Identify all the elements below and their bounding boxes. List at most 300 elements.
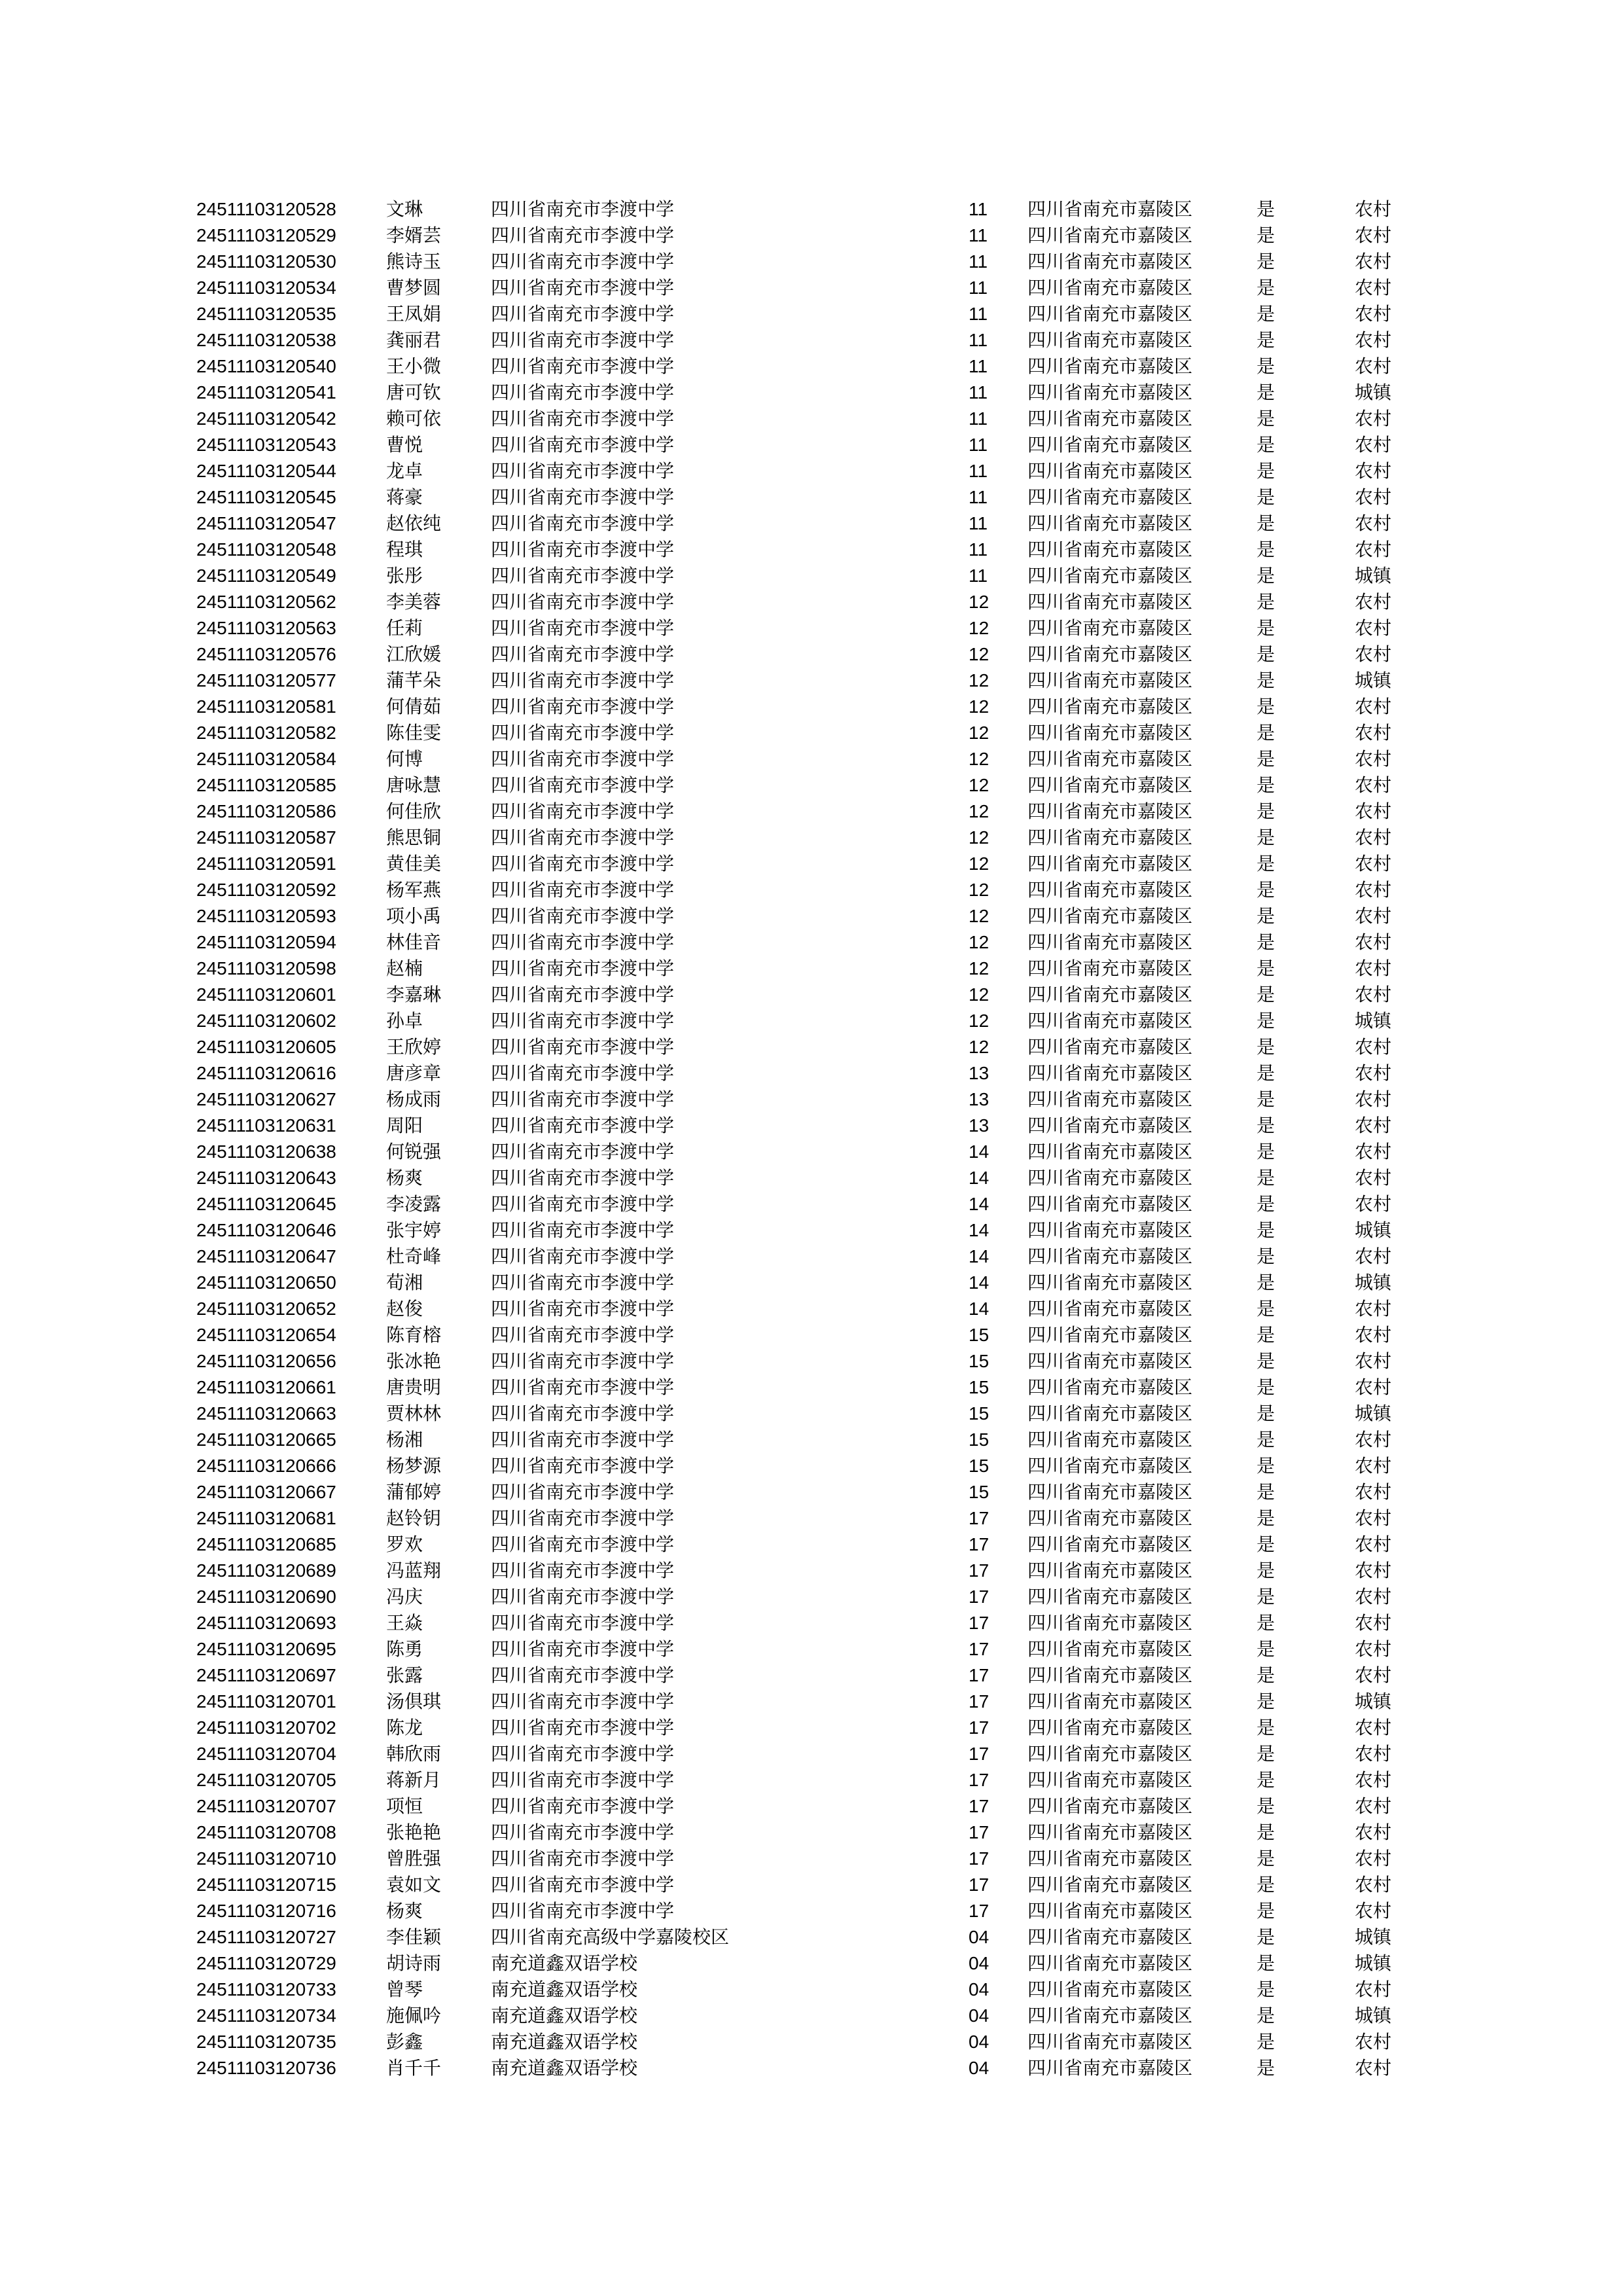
table-row xyxy=(196,1401,1427,1427)
student-name: 李婿芸 xyxy=(386,224,442,246)
eligibility-flag: 是 xyxy=(1257,670,1275,691)
student-name: 龚丽君 xyxy=(386,329,442,351)
class-number: 12 xyxy=(969,827,990,848)
student-name: 王凤娟 xyxy=(386,303,442,325)
student-name: 熊诗玉 xyxy=(386,251,442,272)
student-name: 蒋新月 xyxy=(386,1769,442,1791)
school-name: 四川省南充市李渡中学 xyxy=(491,774,675,796)
table-row xyxy=(196,511,1427,537)
class-number: 11 xyxy=(969,513,988,533)
table-row xyxy=(196,1270,1427,1296)
student-name: 何博 xyxy=(386,748,423,770)
candidate-id: 24511103120710 xyxy=(196,1848,336,1869)
table-row xyxy=(196,1898,1427,1924)
school-name: 四川省南充市李渡中学 xyxy=(491,1219,675,1241)
eligibility-flag: 是 xyxy=(1257,1167,1275,1189)
school-name: 南充道鑫双语学校 xyxy=(491,2005,638,2026)
student-name: 蒲芊朵 xyxy=(386,670,442,691)
school-name: 四川省南充市李渡中学 xyxy=(491,1088,675,1110)
candidate-id: 24511103120528 xyxy=(196,199,336,219)
eligibility-flag: 是 xyxy=(1257,1769,1275,1791)
candidate-id: 24511103120693 xyxy=(196,1613,336,1633)
eligibility-flag: 是 xyxy=(1257,905,1275,927)
region: 四川省南充市嘉陵区 xyxy=(1027,355,1193,377)
table-row xyxy=(196,1846,1427,1872)
student-name: 赖可依 xyxy=(386,408,442,429)
student-name: 王小微 xyxy=(386,355,442,377)
school-name: 南充道鑫双语学校 xyxy=(491,1952,638,1974)
residence-type: 农村 xyxy=(1355,931,1392,953)
residence-type: 农村 xyxy=(1355,224,1392,246)
candidate-id: 24511103120734 xyxy=(196,2005,336,2026)
school-name: 四川省南充市李渡中学 xyxy=(491,879,675,901)
eligibility-flag: 是 xyxy=(1257,1507,1275,1529)
table-row xyxy=(196,1191,1427,1217)
class-number: 17 xyxy=(969,1744,990,1764)
region: 四川省南充市嘉陵区 xyxy=(1027,277,1193,298)
candidate-id: 24511103120729 xyxy=(196,1953,336,1973)
residence-type: 城镇 xyxy=(1355,382,1392,403)
table-row xyxy=(196,196,1427,223)
region: 四川省南充市嘉陵区 xyxy=(1027,1010,1193,1031)
class-number: 15 xyxy=(969,1429,990,1450)
student-name: 曾胜强 xyxy=(386,1848,442,1869)
candidate-id: 24511103120733 xyxy=(196,1979,336,2000)
student-name: 罗欢 xyxy=(386,1534,423,1555)
class-number: 11 xyxy=(969,565,988,586)
student-name: 胡诗雨 xyxy=(386,1952,442,1974)
region: 四川省南充市嘉陵区 xyxy=(1027,1795,1193,1817)
candidate-id: 24511103120690 xyxy=(196,1587,336,1607)
class-number: 11 xyxy=(969,330,988,350)
student-name: 冯庆 xyxy=(386,1586,423,1607)
student-name: 唐可钦 xyxy=(386,382,442,403)
class-number: 11 xyxy=(969,408,988,429)
table-row xyxy=(196,1715,1427,1741)
region: 四川省南充市嘉陵区 xyxy=(1027,408,1193,429)
eligibility-flag: 是 xyxy=(1257,565,1275,586)
school-name: 四川省南充市李渡中学 xyxy=(491,1376,675,1398)
student-name: 赵楠 xyxy=(386,958,423,979)
eligibility-flag: 是 xyxy=(1257,748,1275,770)
table-row xyxy=(196,1348,1427,1374)
residence-type: 农村 xyxy=(1355,1324,1392,1346)
region: 四川省南充市嘉陵区 xyxy=(1027,1586,1193,1607)
residence-type: 农村 xyxy=(1355,408,1392,429)
table-row xyxy=(196,1767,1427,1793)
residence-type: 农村 xyxy=(1355,879,1392,901)
eligibility-flag: 是 xyxy=(1257,643,1275,665)
candidate-id: 24511103120587 xyxy=(196,827,336,848)
student-list-table xyxy=(196,196,1427,2081)
school-name: 四川省南充市李渡中学 xyxy=(491,539,675,560)
region: 四川省南充市嘉陵区 xyxy=(1027,1350,1193,1372)
residence-type: 农村 xyxy=(1355,2057,1392,2079)
region: 四川省南充市嘉陵区 xyxy=(1027,539,1193,560)
residence-type: 农村 xyxy=(1355,355,1392,377)
student-name: 蒲郁婷 xyxy=(386,1481,442,1503)
candidate-id: 24511103120654 xyxy=(196,1325,336,1345)
school-name: 四川省南充市李渡中学 xyxy=(491,827,675,848)
eligibility-flag: 是 xyxy=(1257,1376,1275,1398)
school-name: 四川省南充市李渡中学 xyxy=(491,1141,675,1162)
residence-type: 农村 xyxy=(1355,696,1392,717)
region: 四川省南充市嘉陵区 xyxy=(1027,1560,1193,1581)
region: 四川省南充市嘉陵区 xyxy=(1027,2031,1193,2053)
class-number: 17 xyxy=(969,1639,990,1659)
residence-type: 农村 xyxy=(1355,1612,1392,1634)
school-name: 四川省南充市李渡中学 xyxy=(491,696,675,717)
student-name: 陈育榕 xyxy=(386,1324,442,1346)
class-number: 12 xyxy=(969,801,990,821)
table-row xyxy=(196,301,1427,327)
region: 四川省南充市嘉陵区 xyxy=(1027,224,1193,246)
region: 四川省南充市嘉陵区 xyxy=(1027,2057,1193,2079)
region: 四川省南充市嘉陵区 xyxy=(1027,1455,1193,1477)
eligibility-flag: 是 xyxy=(1257,1036,1275,1058)
eligibility-flag: 是 xyxy=(1257,617,1275,639)
school-name: 四川省南充市李渡中学 xyxy=(491,1586,675,1607)
region: 四川省南充市嘉陵区 xyxy=(1027,434,1193,456)
candidate-id: 24511103120736 xyxy=(196,2058,336,2078)
residence-type: 农村 xyxy=(1355,1376,1392,1398)
student-name: 赵铃钥 xyxy=(386,1507,442,1529)
candidate-id: 24511103120646 xyxy=(196,1220,336,1240)
eligibility-flag: 是 xyxy=(1257,355,1275,377)
residence-type: 农村 xyxy=(1355,1193,1392,1215)
candidate-id: 24511103120661 xyxy=(196,1377,336,1397)
residence-type: 农村 xyxy=(1355,434,1392,456)
region: 四川省南充市嘉陵区 xyxy=(1027,1691,1193,1712)
candidate-id: 24511103120656 xyxy=(196,1351,336,1371)
class-number: 12 xyxy=(969,749,990,769)
residence-type: 农村 xyxy=(1355,1429,1392,1450)
candidate-id: 24511103120576 xyxy=(196,644,336,664)
student-name: 杨爽 xyxy=(386,1900,423,1922)
residence-type: 农村 xyxy=(1355,1481,1392,1503)
candidate-id: 24511103120541 xyxy=(196,382,336,403)
class-number: 04 xyxy=(969,2032,990,2052)
eligibility-flag: 是 xyxy=(1257,984,1275,1005)
student-name: 袁如文 xyxy=(386,1874,442,1895)
candidate-id: 24511103120594 xyxy=(196,932,336,952)
candidate-id: 24511103120705 xyxy=(196,1770,336,1790)
candidate-id: 24511103120695 xyxy=(196,1639,336,1659)
table-row xyxy=(196,563,1427,589)
school-name: 四川省南充市李渡中学 xyxy=(491,800,675,822)
region: 四川省南充市嘉陵区 xyxy=(1027,1298,1193,1319)
table-row xyxy=(196,275,1427,301)
table-row xyxy=(196,1662,1427,1689)
table-row xyxy=(196,1113,1427,1139)
eligibility-flag: 是 xyxy=(1257,382,1275,403)
table-row xyxy=(196,1977,1427,2003)
region: 四川省南充市嘉陵区 xyxy=(1027,696,1193,717)
class-number: 15 xyxy=(969,1403,990,1424)
school-name: 四川省南充市李渡中学 xyxy=(491,512,675,534)
eligibility-flag: 是 xyxy=(1257,2005,1275,2026)
table-row xyxy=(196,1034,1427,1060)
class-number: 12 xyxy=(969,932,990,952)
class-number: 13 xyxy=(969,1089,990,1109)
table-row xyxy=(196,1086,1427,1113)
eligibility-flag: 是 xyxy=(1257,486,1275,508)
class-number: 17 xyxy=(969,1508,990,1528)
table-row xyxy=(196,929,1427,956)
class-number: 14 xyxy=(969,1299,990,1319)
table-row xyxy=(196,641,1427,668)
table-row xyxy=(196,484,1427,511)
student-name: 龙卓 xyxy=(386,460,423,482)
region: 四川省南充市嘉陵区 xyxy=(1027,879,1193,901)
school-name: 四川省南充市李渡中学 xyxy=(491,1455,675,1477)
residence-type: 农村 xyxy=(1355,1036,1392,1058)
class-number: 12 xyxy=(969,644,990,664)
table-row xyxy=(196,2003,1427,2029)
class-number: 11 xyxy=(969,487,988,507)
candidate-id: 24511103120735 xyxy=(196,2032,336,2052)
residence-type: 农村 xyxy=(1355,643,1392,665)
table-row xyxy=(196,1060,1427,1086)
region: 四川省南充市嘉陵区 xyxy=(1027,2005,1193,2026)
region: 四川省南充市嘉陵区 xyxy=(1027,1534,1193,1555)
student-name: 汤倶琪 xyxy=(386,1691,442,1712)
eligibility-flag: 是 xyxy=(1257,1638,1275,1660)
eligibility-flag: 是 xyxy=(1257,1246,1275,1267)
eligibility-flag: 是 xyxy=(1257,329,1275,351)
student-name: 杜奇峰 xyxy=(386,1246,442,1267)
student-name: 杨湘 xyxy=(386,1429,423,1450)
table-row xyxy=(196,1950,1427,1977)
school-name: 四川省南充市李渡中学 xyxy=(491,984,675,1005)
table-row xyxy=(196,1558,1427,1584)
class-number: 04 xyxy=(969,1979,990,2000)
residence-type: 农村 xyxy=(1355,512,1392,534)
class-number: 13 xyxy=(969,1063,990,1083)
region: 四川省南充市嘉陵区 xyxy=(1027,958,1193,979)
eligibility-flag: 是 xyxy=(1257,1795,1275,1817)
table-row xyxy=(196,956,1427,982)
student-name: 程琪 xyxy=(386,539,423,560)
eligibility-flag: 是 xyxy=(1257,958,1275,979)
candidate-id: 24511103120605 xyxy=(196,1037,336,1057)
region: 四川省南充市嘉陵区 xyxy=(1027,1664,1193,1686)
candidate-id: 24511103120586 xyxy=(196,801,336,821)
region: 四川省南充市嘉陵区 xyxy=(1027,722,1193,744)
school-name: 南充道鑫双语学校 xyxy=(491,1979,638,2000)
eligibility-flag: 是 xyxy=(1257,827,1275,848)
residence-type: 农村 xyxy=(1355,1874,1392,1895)
school-name: 南充道鑫双语学校 xyxy=(491,2031,638,2053)
school-name: 四川省南充市李渡中学 xyxy=(491,1821,675,1843)
residence-type: 农村 xyxy=(1355,1167,1392,1189)
table-row xyxy=(196,1689,1427,1715)
region: 四川省南充市嘉陵区 xyxy=(1027,984,1193,1005)
student-name: 黄佳美 xyxy=(386,853,442,874)
eligibility-flag: 是 xyxy=(1257,1952,1275,1974)
student-name: 李嘉琳 xyxy=(386,984,442,1005)
class-number: 11 xyxy=(969,356,988,376)
eligibility-flag: 是 xyxy=(1257,1900,1275,1922)
class-number: 17 xyxy=(969,1534,990,1554)
school-name: 四川省南充市李渡中学 xyxy=(491,1848,675,1869)
school-name: 四川省南充市李渡中学 xyxy=(491,565,675,586)
eligibility-flag: 是 xyxy=(1257,1979,1275,2000)
school-name: 四川省南充市李渡中学 xyxy=(491,382,675,403)
class-number: 12 xyxy=(969,1037,990,1057)
school-name: 四川省南充市李渡中学 xyxy=(491,486,675,508)
candidate-id: 24511103120697 xyxy=(196,1665,336,1685)
candidate-id: 24511103120601 xyxy=(196,984,336,1005)
student-name: 杨军燕 xyxy=(386,879,442,901)
class-number: 11 xyxy=(969,539,988,560)
candidate-id: 24511103120616 xyxy=(196,1063,336,1083)
student-name: 陈勇 xyxy=(386,1638,423,1660)
school-name: 南充道鑫双语学校 xyxy=(491,2057,638,2079)
school-name: 四川省南充市李渡中学 xyxy=(491,1534,675,1555)
school-name: 四川省南充市李渡中学 xyxy=(491,1193,675,1215)
school-name: 四川省南充市李渡中学 xyxy=(491,1795,675,1817)
region: 四川省南充市嘉陵区 xyxy=(1027,1874,1193,1895)
table-row xyxy=(196,1820,1427,1846)
residence-type: 农村 xyxy=(1355,748,1392,770)
residence-type: 城镇 xyxy=(1355,1926,1392,1948)
student-name: 荀湘 xyxy=(386,1272,423,1293)
residence-type: 农村 xyxy=(1355,1534,1392,1555)
student-name: 赵俊 xyxy=(386,1298,423,1319)
region: 四川省南充市嘉陵区 xyxy=(1027,198,1193,220)
student-name: 曾琴 xyxy=(386,1979,423,2000)
class-number: 15 xyxy=(969,1482,990,1502)
eligibility-flag: 是 xyxy=(1257,1848,1275,1869)
eligibility-flag: 是 xyxy=(1257,1088,1275,1110)
class-number: 14 xyxy=(969,1220,990,1240)
residence-type: 农村 xyxy=(1355,329,1392,351)
school-name: 四川省南充市李渡中学 xyxy=(491,1429,675,1450)
student-name: 杨爽 xyxy=(386,1167,423,1189)
residence-type: 农村 xyxy=(1355,827,1392,848)
candidate-id: 24511103120650 xyxy=(196,1272,336,1293)
student-name: 彭鑫 xyxy=(386,2031,423,2053)
class-number: 12 xyxy=(969,853,990,874)
student-name: 王焱 xyxy=(386,1612,423,1634)
school-name: 四川省南充市李渡中学 xyxy=(491,460,675,482)
residence-type: 城镇 xyxy=(1355,1403,1392,1424)
school-name: 四川省南充市李渡中学 xyxy=(491,1350,675,1372)
table-row xyxy=(196,825,1427,851)
region: 四川省南充市嘉陵区 xyxy=(1027,827,1193,848)
school-name: 四川省南充市李渡中学 xyxy=(491,303,675,325)
student-name: 冯蓝翔 xyxy=(386,1560,442,1581)
residence-type: 农村 xyxy=(1355,1743,1392,1765)
region: 四川省南充市嘉陵区 xyxy=(1027,748,1193,770)
eligibility-flag: 是 xyxy=(1257,1691,1275,1712)
region: 四川省南充市嘉陵区 xyxy=(1027,1429,1193,1450)
school-name: 四川省南充市李渡中学 xyxy=(491,853,675,874)
candidate-id: 24511103120563 xyxy=(196,618,336,638)
eligibility-flag: 是 xyxy=(1257,1219,1275,1241)
residence-type: 农村 xyxy=(1355,1717,1392,1738)
region: 四川省南充市嘉陵区 xyxy=(1027,800,1193,822)
eligibility-flag: 是 xyxy=(1257,1612,1275,1634)
table-row xyxy=(196,249,1427,275)
candidate-id: 24511103120647 xyxy=(196,1246,336,1266)
student-name: 张冰艳 xyxy=(386,1350,442,1372)
residence-type: 农村 xyxy=(1355,198,1392,220)
class-number: 17 xyxy=(969,1848,990,1869)
region: 四川省南充市嘉陵区 xyxy=(1027,853,1193,874)
eligibility-flag: 是 xyxy=(1257,198,1275,220)
eligibility-flag: 是 xyxy=(1257,1821,1275,1843)
school-name: 四川省南充市李渡中学 xyxy=(491,748,675,770)
residence-type: 农村 xyxy=(1355,460,1392,482)
candidate-id: 24511103120716 xyxy=(196,1901,336,1921)
school-name: 四川省南充市李渡中学 xyxy=(491,1062,675,1084)
table-row xyxy=(196,615,1427,641)
student-name: 熊思铜 xyxy=(386,827,442,848)
candidate-id: 24511103120549 xyxy=(196,565,336,586)
class-number: 04 xyxy=(969,2058,990,2078)
student-name: 李佳颖 xyxy=(386,1926,442,1948)
table-row xyxy=(196,1584,1427,1610)
table-row xyxy=(196,1793,1427,1820)
class-number: 17 xyxy=(969,1796,990,1816)
candidate-id: 24511103120562 xyxy=(196,592,336,612)
school-name: 四川省南充市李渡中学 xyxy=(491,1507,675,1529)
region: 四川省南充市嘉陵区 xyxy=(1027,1324,1193,1346)
table-row xyxy=(196,1427,1427,1453)
residence-type: 农村 xyxy=(1355,1350,1392,1372)
table-row xyxy=(196,1165,1427,1191)
candidate-id: 24511103120645 xyxy=(196,1194,336,1214)
class-number: 04 xyxy=(969,1927,990,1947)
school-name: 四川省南充市李渡中学 xyxy=(491,1010,675,1031)
class-number: 17 xyxy=(969,1613,990,1633)
residence-type: 农村 xyxy=(1355,251,1392,272)
eligibility-flag: 是 xyxy=(1257,1193,1275,1215)
candidate-id: 24511103120681 xyxy=(196,1508,336,1528)
school-name: 四川省南充市李渡中学 xyxy=(491,1900,675,1922)
candidate-id: 24511103120548 xyxy=(196,539,336,560)
table-row xyxy=(196,589,1427,615)
class-number: 17 xyxy=(969,1822,990,1842)
class-number: 17 xyxy=(969,1691,990,1712)
region: 四川省南充市嘉陵区 xyxy=(1027,1403,1193,1424)
residence-type: 农村 xyxy=(1355,905,1392,927)
table-row xyxy=(196,851,1427,877)
region: 四川省南充市嘉陵区 xyxy=(1027,1115,1193,1136)
eligibility-flag: 是 xyxy=(1257,696,1275,717)
region: 四川省南充市嘉陵区 xyxy=(1027,1638,1193,1660)
school-name: 四川省南充市李渡中学 xyxy=(491,1298,675,1319)
region: 四川省南充市嘉陵区 xyxy=(1027,1848,1193,1869)
eligibility-flag: 是 xyxy=(1257,1455,1275,1477)
class-number: 15 xyxy=(969,1377,990,1397)
region: 四川省南充市嘉陵区 xyxy=(1027,931,1193,953)
region: 四川省南充市嘉陵区 xyxy=(1027,486,1193,508)
school-name: 四川省南充市李渡中学 xyxy=(491,1638,675,1660)
student-name: 曹梦圆 xyxy=(386,277,442,298)
table-row xyxy=(196,1453,1427,1479)
residence-type: 城镇 xyxy=(1355,670,1392,691)
residence-type: 农村 xyxy=(1355,1900,1392,1922)
school-name: 四川省南充市李渡中学 xyxy=(491,1743,675,1765)
school-name: 四川省南充市李渡中学 xyxy=(491,198,675,220)
candidate-id: 24511103120538 xyxy=(196,330,336,350)
region: 四川省南充市嘉陵区 xyxy=(1027,1219,1193,1241)
residence-type: 城镇 xyxy=(1355,1952,1392,1974)
residence-type: 城镇 xyxy=(1355,1219,1392,1241)
